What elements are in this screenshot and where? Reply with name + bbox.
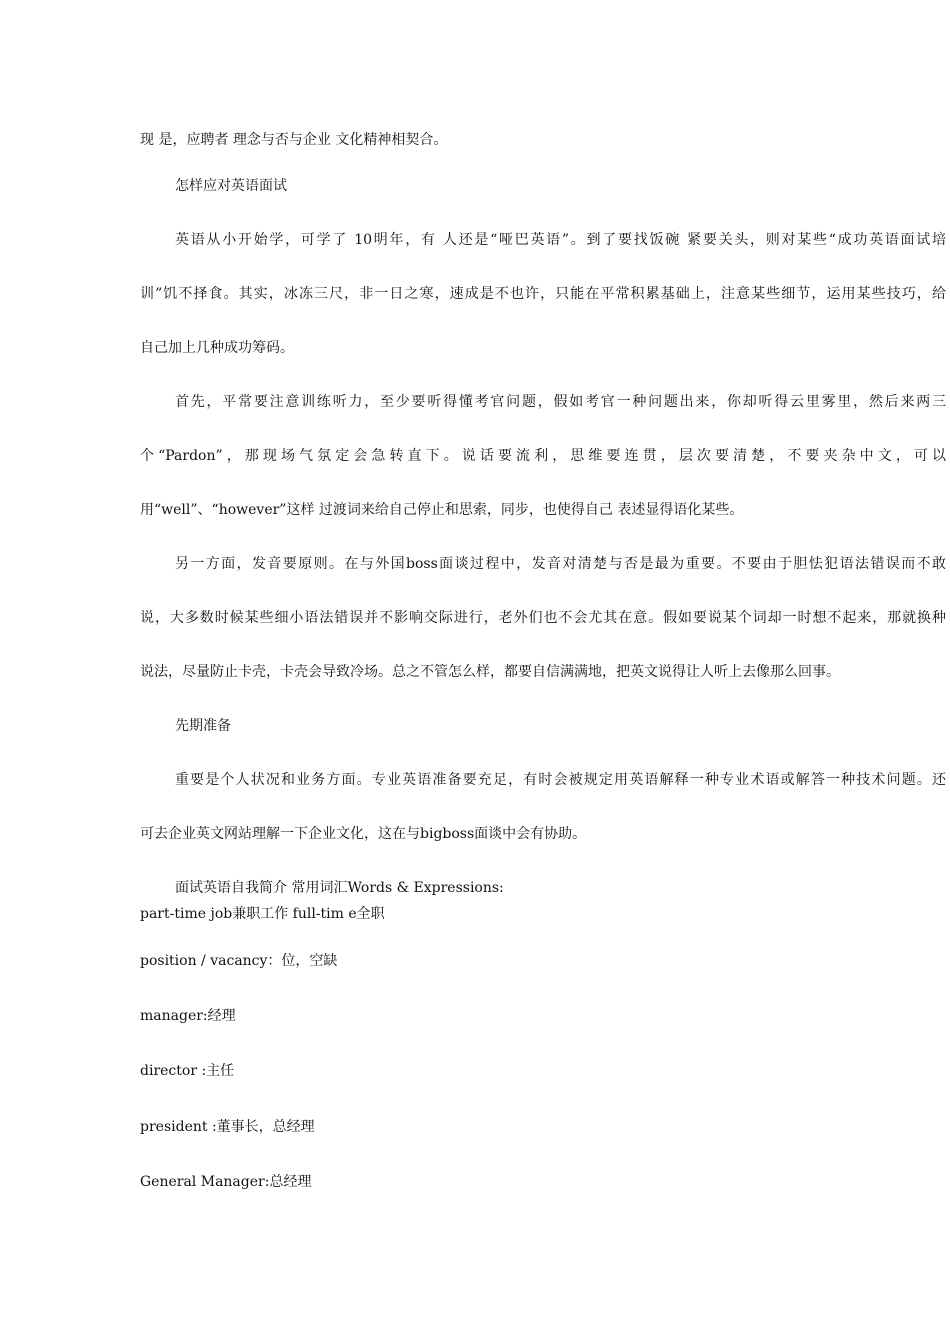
section-heading: 先期准备	[175, 718, 231, 734]
vocab-line: position / vacancy：位，空缺	[140, 953, 338, 969]
paragraph-line: 首先，平常要注意训练听力，至少要听得懂考官问题，假如考官一种问题出来，你却听得云里雾里，然后来两三	[175, 394, 946, 410]
paragraph-line: 用“well”、“however”这样 过渡词来给自己停止和思索，同步，也使得自己 表述显得语化某些。	[140, 502, 744, 518]
paragraph-line: 英语从小开始学，可学了 10明年，有 人还是“哑巴英语”。到了要找饭碗 紧要关头，则对某些“成功英语面试培	[175, 232, 946, 248]
paragraph-line: 说法，尽量防止卡壳，卡壳会导致冷场。总之不管怎么样，都要自信满满地，把英文说得让人听上去像那么回事。	[140, 664, 840, 680]
paragraph-line: 重要是个人状况和业务方面。专业英语准备要充足，有时会被规定用英语解释一种专业术语或解答一种技术问题。还	[175, 772, 946, 788]
paragraph-line: 另一方面，发音要原则。在与外国boss面谈过程中，发音对清楚与否是最为重要。不要由于胆怯犯语法错误而不敢	[175, 556, 946, 572]
paragraph-line: 训”饥不择食。其实，冰冻三尺，非一日之寒，速成是不也许，只能在平常积累基础上，注意某些细节，运用某些技巧，给	[140, 286, 946, 302]
vocab-line: president :董事长，总经理	[140, 1119, 315, 1135]
paragraph-line: 说，大多数时候某些细小语法错误并不影响交际进行，老外们也不会尤其在意。假如要说某个词却一时想不起来，那就换种	[140, 610, 946, 626]
vocab-line: manager:经理	[140, 1008, 236, 1024]
text-line: 现 是，应聘者 理念与否与企业 文化精神相契合。	[140, 132, 448, 148]
paragraph-line: 自己加上几种成功筹码。	[140, 340, 294, 356]
paragraph-line: 个“Pardon”，那现场气氛定会急转直下。说话要流利，思维要连贯，层次要清楚，不要夹杂中文，可以	[140, 448, 946, 464]
vocab-line: director :主任	[140, 1063, 235, 1079]
paragraph-line: 可去企业英文网站理解一下企业文化，这在与bigboss面谈中会有协助。	[140, 826, 587, 842]
vocab-line: General Manager:总经理	[140, 1174, 312, 1190]
section-heading: 面试英语自我简介 常用词汇Words & Expressions:	[175, 880, 504, 896]
section-heading: 怎样应对英语面试	[175, 178, 287, 194]
vocab-line: part-time job兼职工作 full-tim e全职	[140, 906, 385, 922]
